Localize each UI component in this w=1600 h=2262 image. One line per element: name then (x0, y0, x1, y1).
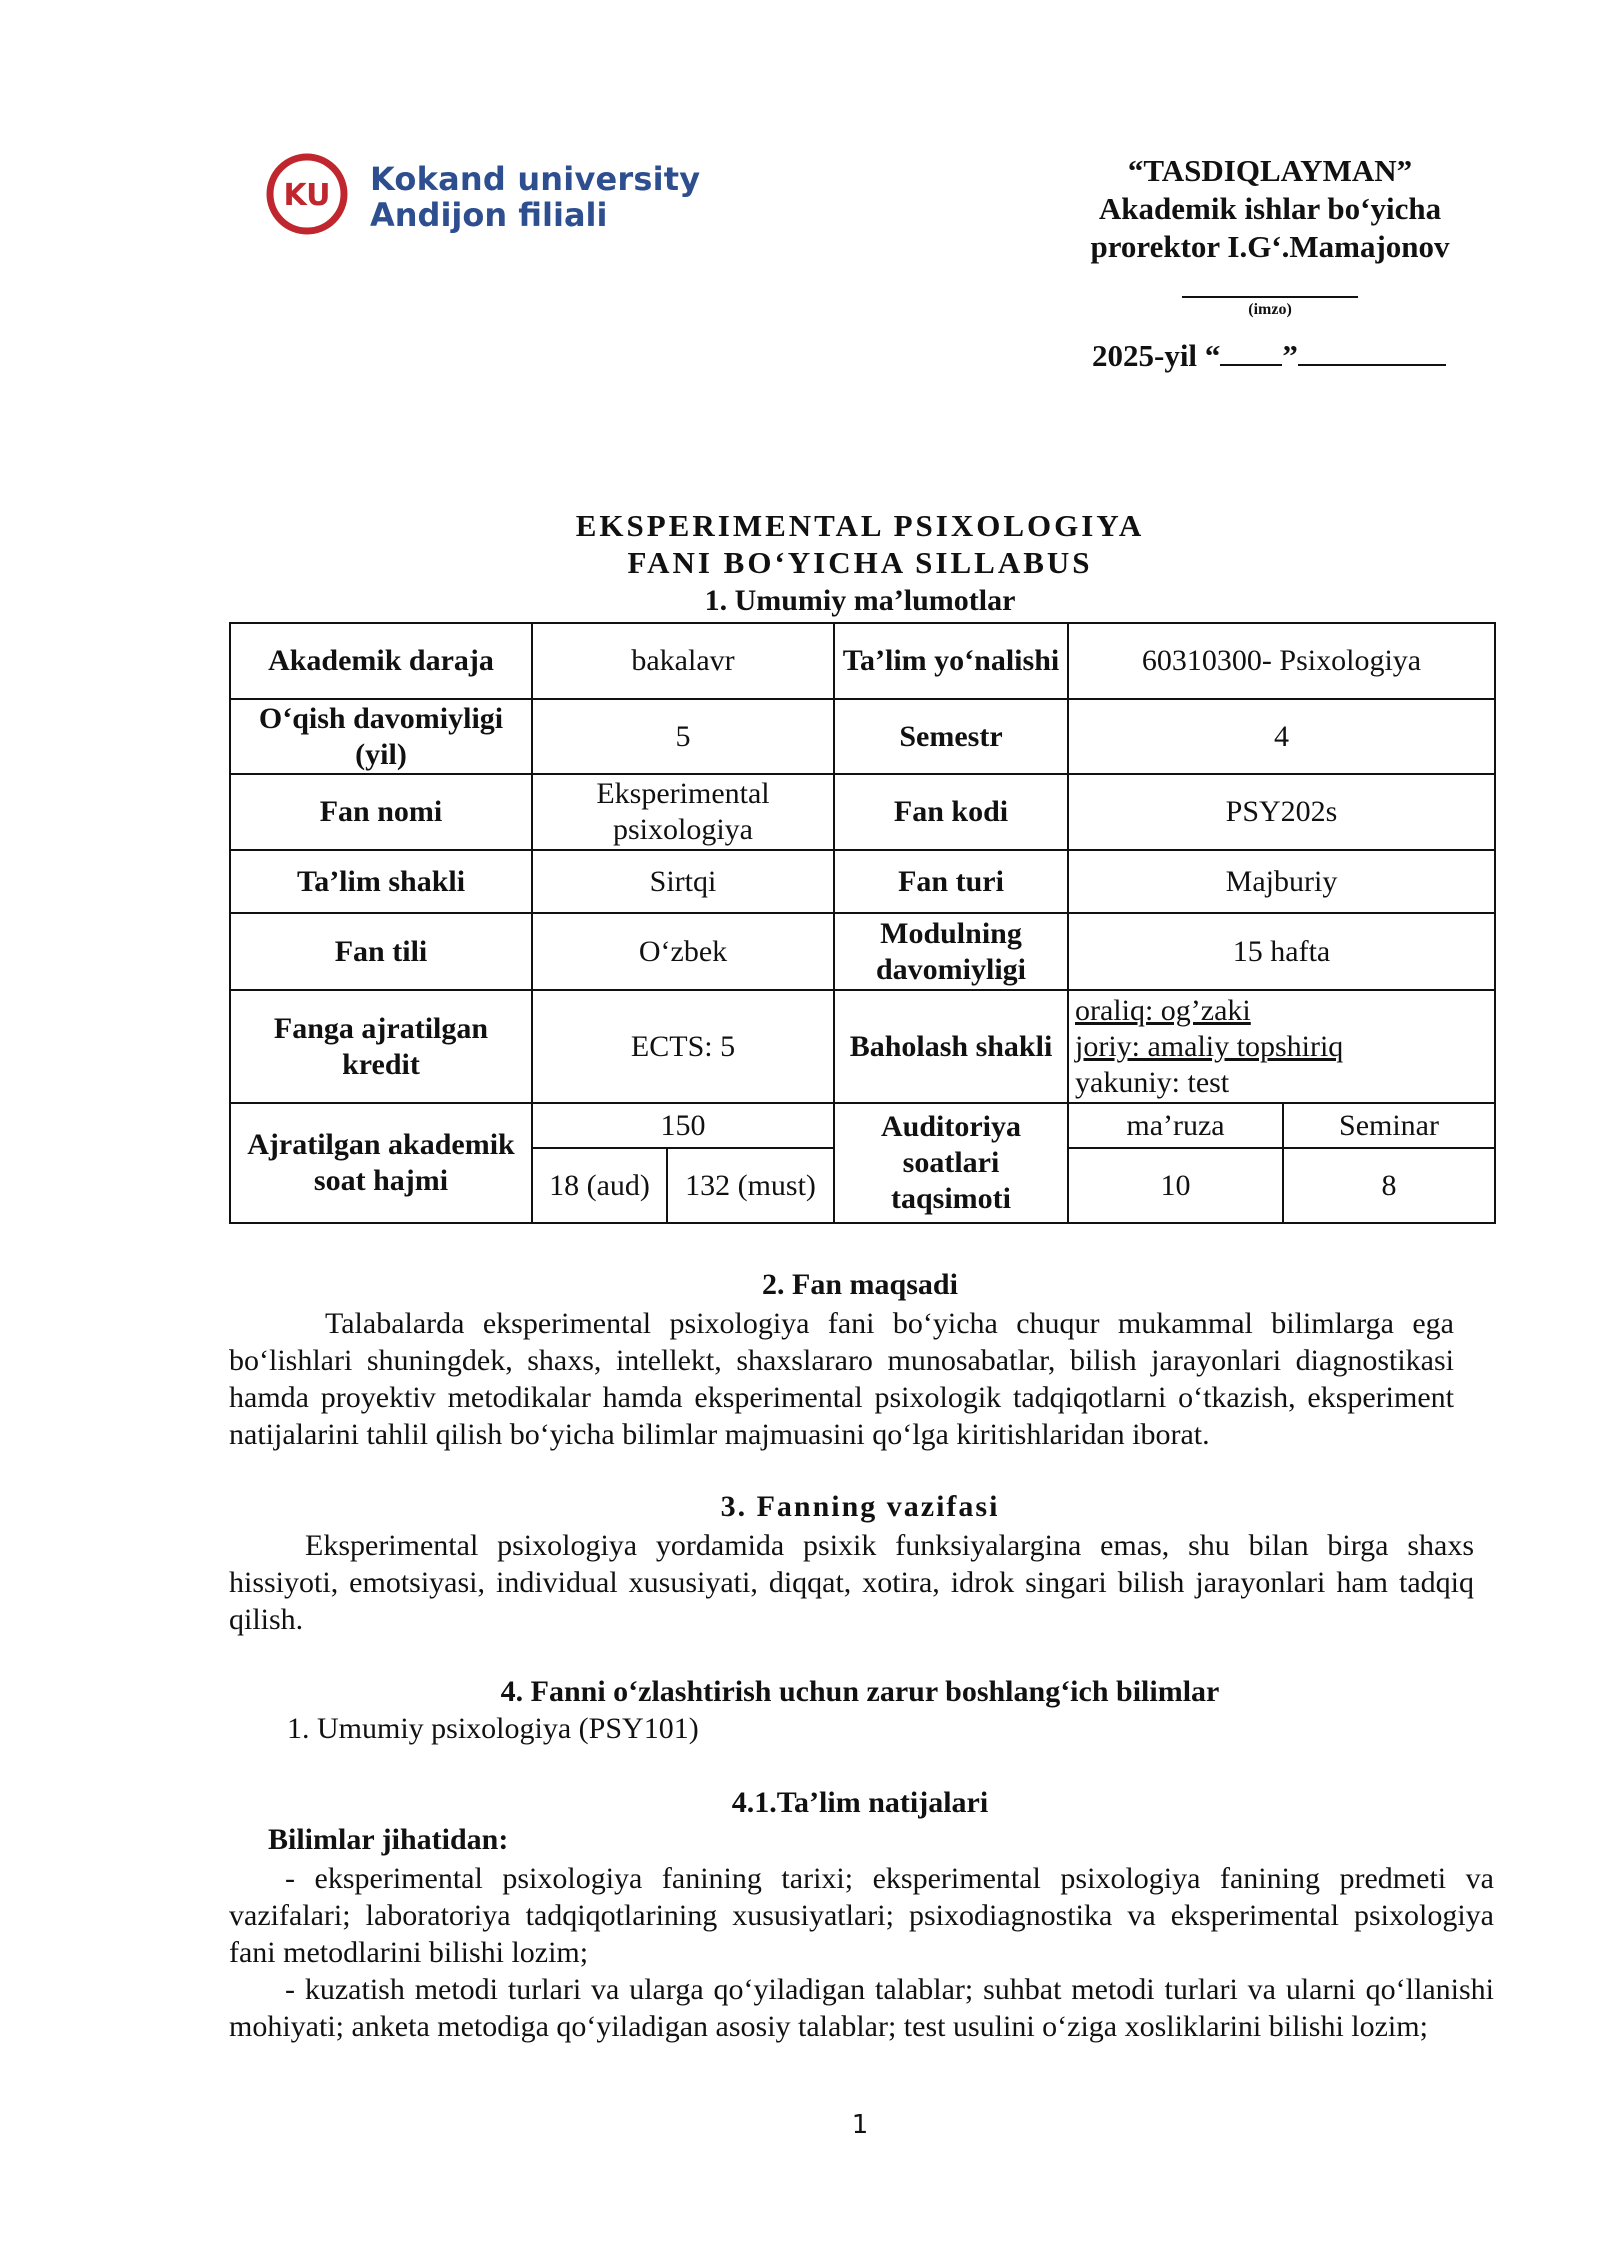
value-academic-degree: bakalavr (532, 623, 834, 699)
label-subject-type: Fan turi (834, 850, 1068, 913)
label-study-form: Ta’lim shakli (230, 850, 532, 913)
section3-title: 3. Fanning vazifasi (720, 1490, 1000, 1523)
approval-block (1060, 152, 1480, 320)
label-study-duration: O‘qish davomiyligi (yil) (230, 699, 532, 774)
approval-person: prorektor I.G‘.Mamajonov (1090, 229, 1450, 264)
syllabus-title-line2: FANI BO‘YICHA SILLABUS (627, 545, 1093, 580)
assessment-current: joriy: amaliy topshiriq (1075, 1029, 1344, 1063)
ku-logo-icon (265, 152, 349, 236)
section3-text: Eksperimental psixologiya yordamida psixik funksiyalargina emas, shu bilan birga shaxs hissiyoti, emotsiyasi, individual xususiyati, diqqat, xotira, idrok singari bilish jarayonlari ham tadqiq qilish. (229, 1529, 1474, 1636)
label-study-direction: Ta’lim yo‘nalishi (834, 623, 1068, 699)
section1-title: 1. Umumiy ma’lumotlar (704, 584, 1016, 617)
knowledge-subtitle: Bilimlar jihatidan: (268, 1823, 509, 1856)
logo-university-name: Kokand university (370, 160, 701, 198)
table-row (230, 623, 1495, 699)
university-logo (265, 150, 705, 245)
label-assessment-form: Baholash shakli (834, 990, 1068, 1103)
syllabus-title-line1: EKSPERIMENTAL PSIXOLOGIYA (575, 508, 1145, 543)
label-subject-name: Fan nomi (230, 774, 532, 850)
approval-date (1092, 338, 1446, 374)
value-subject-name: Eksperimental psixologiya (532, 774, 834, 850)
svg-text:KU: KU (283, 178, 331, 213)
value-assessment-form (1068, 990, 1495, 1103)
table-row (230, 699, 1495, 774)
prerequisite-item: 1. Umumiy psixologiya (PSY101) (287, 1712, 699, 1745)
date-close-quote: ” (1282, 338, 1298, 373)
value-seminar-hours: 8 (1283, 1148, 1495, 1223)
assessment-final: yakuniy: test (1075, 1065, 1230, 1099)
label-module-duration: Modulning davomiyligi (834, 913, 1068, 990)
value-semester: 4 (1068, 699, 1495, 774)
logo-branch-name: Andijon filiali (370, 196, 608, 234)
value-subject-type: Majburiy (1068, 850, 1495, 913)
general-info-table (229, 622, 1496, 1224)
table-row (230, 774, 1495, 850)
value-subject-code: PSY202s (1068, 774, 1495, 850)
label-subject-language: Fan tili (230, 913, 532, 990)
value-study-duration: 5 (532, 699, 834, 774)
knowledge-item-2: - kuzatish metodi turlari va ularga qo‘yiladigan talablar; suhbat metodi turlari va ularni qo‘llanishi mohiyati; anketa metodiga qo‘yiladigan asosiy talablar; test usulini o‘ziga xosliklarini bilishi lozim; (229, 1973, 1494, 2043)
label-academic-hours: Ajratilgan akademik soat hajmi (230, 1103, 532, 1223)
section2-title: 2. Fan maqsadi (762, 1268, 958, 1301)
value-study-form: Sirtqi (532, 850, 834, 913)
section2-text: Talabalarda eksperimental psixologiya fani bo‘yicha chuqur mukammal bilimlarga ega bo‘lishlari shuningdek, shaxs, intellekt, shaxslararo munosabatlar, bilish jarayonlari diagnostikasi hamda proyektiv metodikalar hamda eksperimental psixologik tadqiqotlarni o‘tkazish, eksperiment natijalarini tahlil qilish bo‘yicha bilimlar majmuasini qo‘lga kiritishlaridan iborat. (229, 1307, 1454, 1451)
value-independent-hours: 132 (must) (667, 1148, 834, 1223)
page-number: 1 (851, 2110, 869, 2140)
date-year: 2025-yil (1092, 338, 1198, 373)
section41-title: 4.1.Ta’lim natijalari (731, 1786, 989, 1819)
label-credits: Fanga ajratilgan kredit (230, 990, 532, 1103)
date-open-quote: “ (1204, 338, 1221, 373)
value-module-duration: 15 hafta (1068, 913, 1495, 990)
header-lecture: ma’ruza (1068, 1103, 1283, 1148)
date-month-blank (1298, 342, 1446, 366)
date-day-blank (1220, 342, 1282, 366)
knowledge-item-1: - eksperimental psixologiya fanining tarixi; eksperimental psixologiya fanining predmeti va vazifalari; laboratoriya tadqiqotlarining xususiyatlari; psixodiagnostika va eksperimental psixologiya fani metodlarini bilishi lozim; (229, 1862, 1494, 1969)
table-row (230, 913, 1495, 990)
section4-title: 4. Fanni o‘zlashtirish uchun zarur boshlang‘ich bilimlar (500, 1675, 1220, 1708)
value-subject-language: O‘zbek (532, 913, 834, 990)
signature-line (1182, 274, 1358, 298)
table-row (230, 1103, 1495, 1148)
table-row (230, 990, 1495, 1103)
value-total-hours: 150 (532, 1103, 834, 1148)
value-lecture-hours: 10 (1068, 1148, 1283, 1223)
value-auditory-hours: 18 (aud) (532, 1148, 667, 1223)
approval-position: Akademik ishlar bo‘yicha (1098, 191, 1442, 226)
header-seminar: Seminar (1283, 1103, 1495, 1148)
label-academic-degree: Akademik daraja (230, 623, 532, 699)
label-subject-code: Fan kodi (834, 774, 1068, 850)
label-auditory-hours: Auditoriya soatlari taqsimoti (834, 1103, 1068, 1223)
label-semester: Semestr (834, 699, 1068, 774)
signature-caption: (imzo) (1248, 301, 1292, 318)
approval-heading: “TASDIQLAYMAN” (1127, 153, 1413, 188)
assessment-midterm: oraliq: og’zaki (1075, 993, 1251, 1027)
value-credits: ECTS: 5 (532, 990, 834, 1103)
table-row (230, 850, 1495, 913)
value-study-direction: 60310300- Psixologiya (1068, 623, 1495, 699)
